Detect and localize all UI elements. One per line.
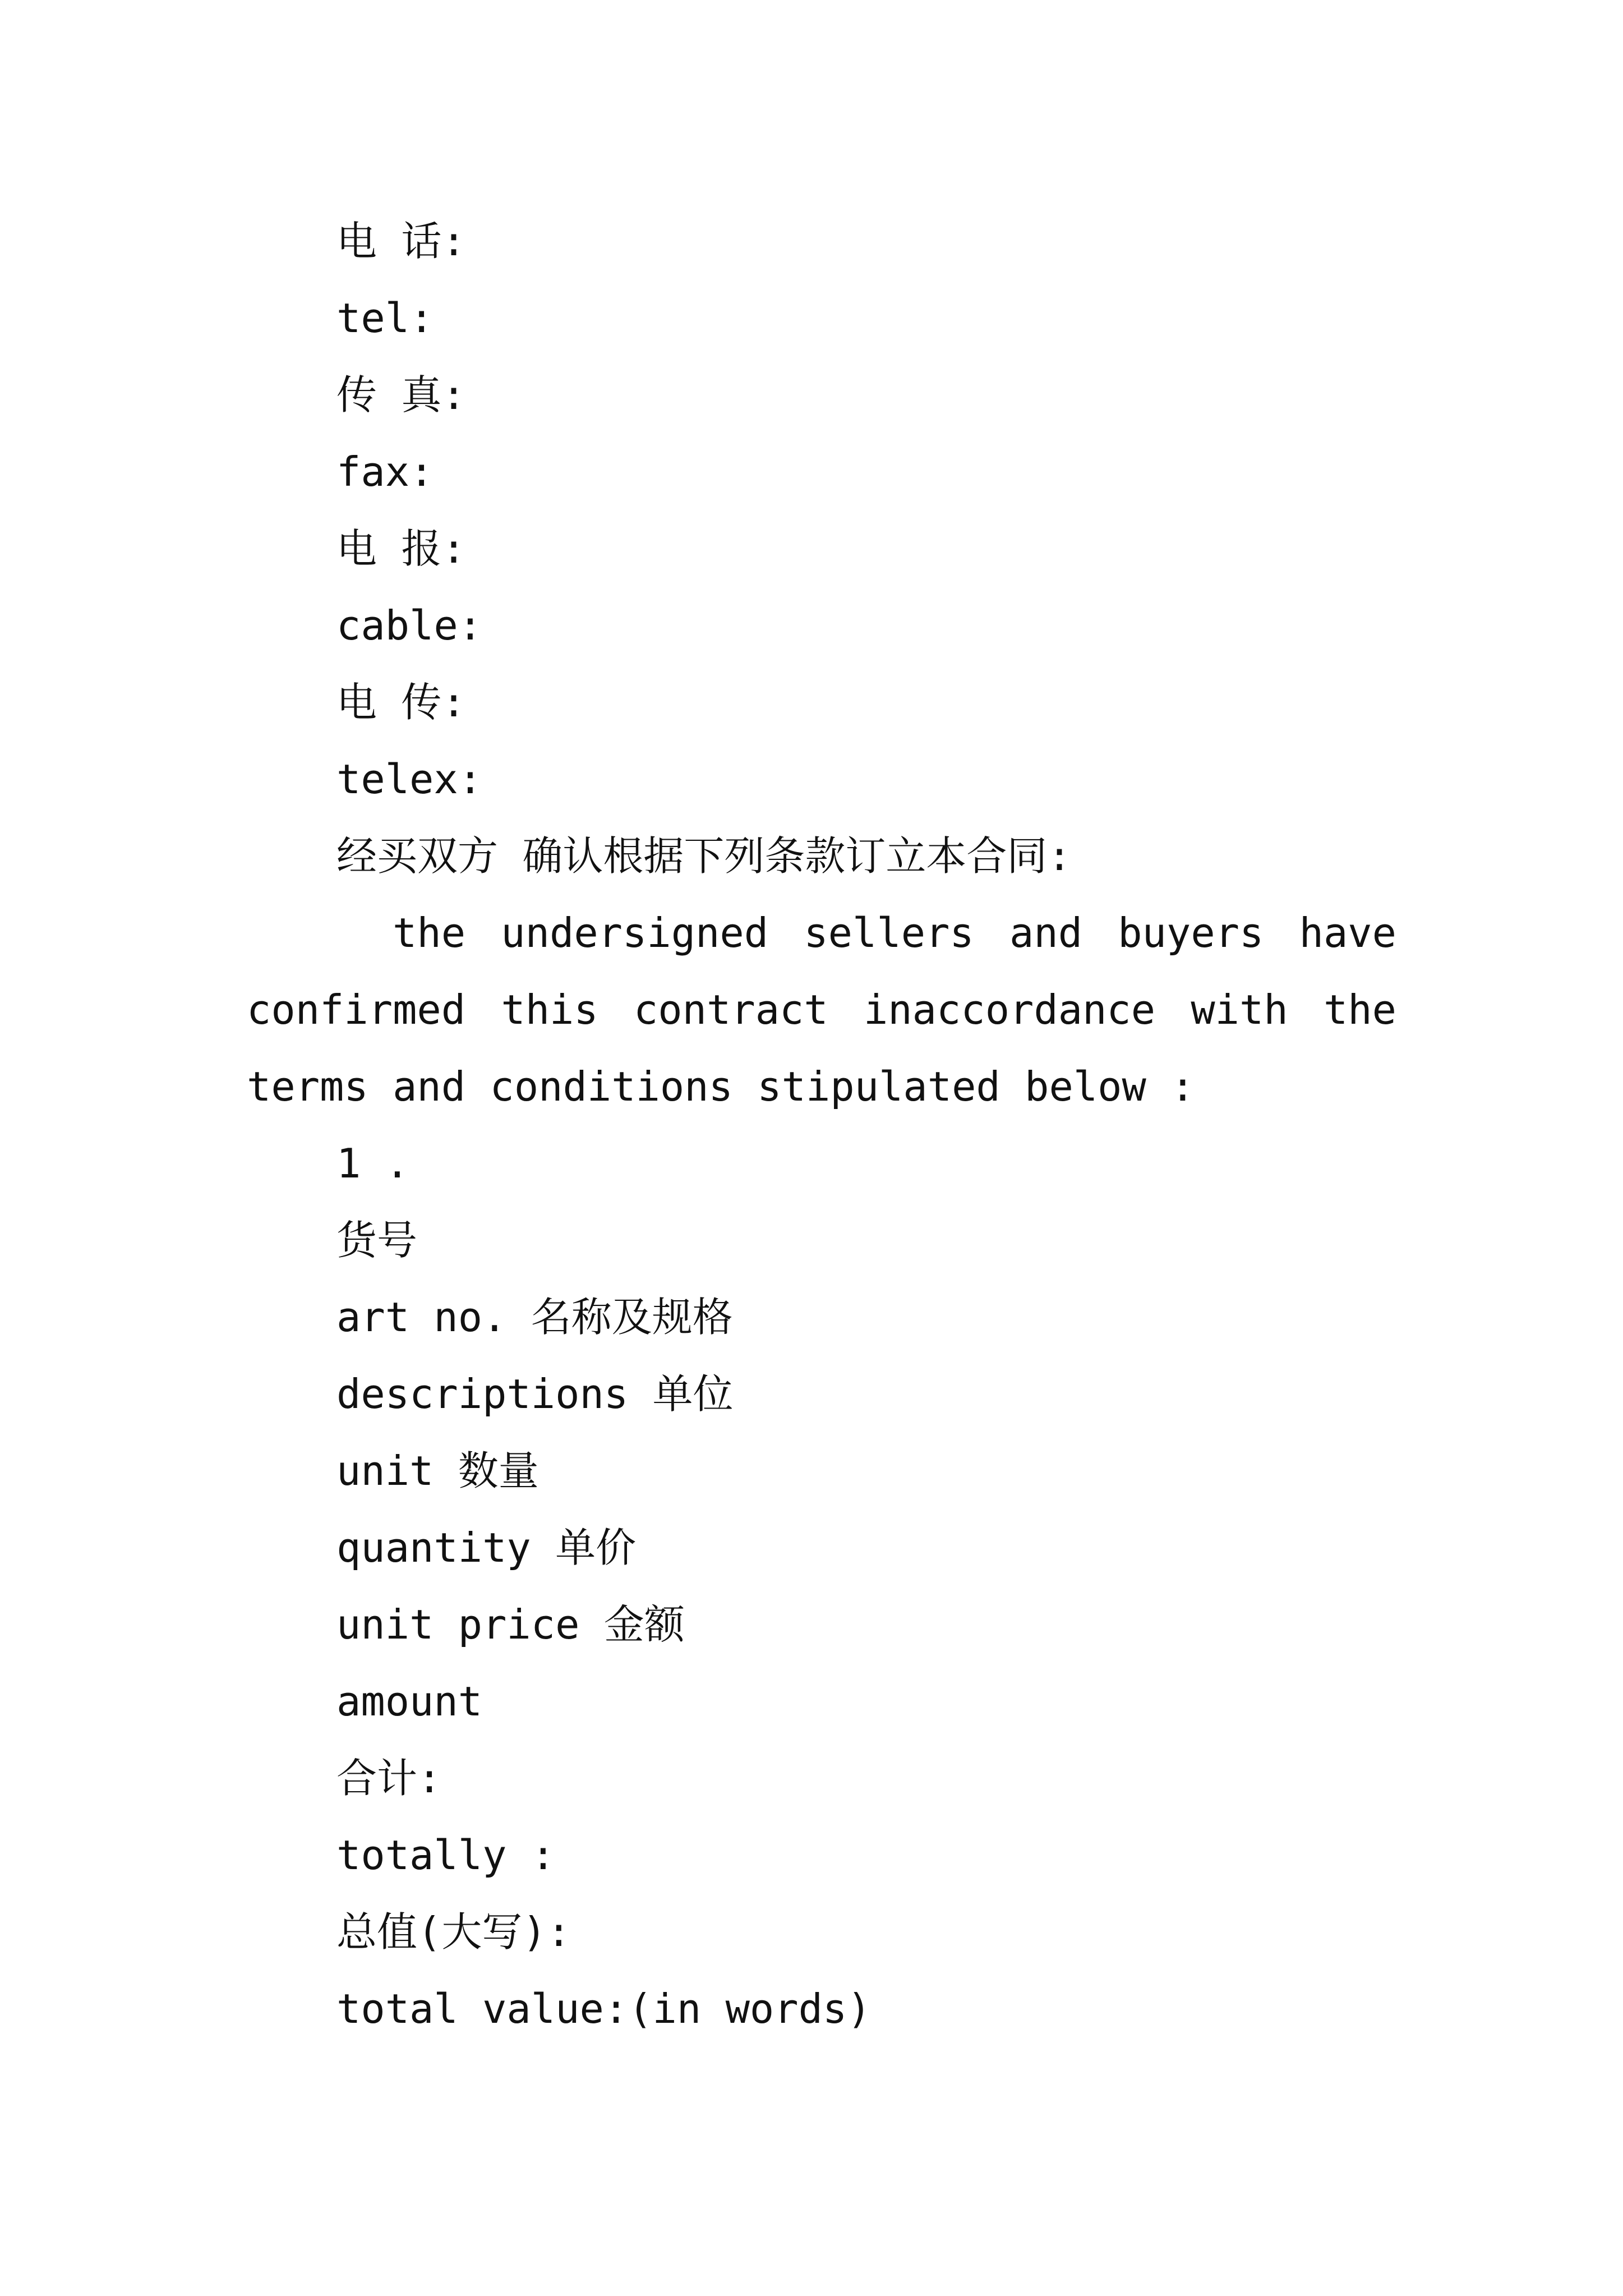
total-label-cn: 合计: (336, 1755, 442, 1802)
amount-label: amount (336, 1678, 483, 1725)
unit-quantity-label: unit 数量 (336, 1447, 539, 1494)
quantity-unit-price-label: quantity 单价 (336, 1524, 637, 1571)
total-value-label-en: total value:(in words) (336, 1985, 872, 2032)
agreement-statement-en: the undersigned sellers and buyers have confirmed this contract inaccordance with the terms and conditions stipulated below : (247, 909, 1396, 1110)
cable-label-cn: 电 报: (336, 525, 466, 572)
clause-number: 1 . (336, 1140, 410, 1187)
fax-label-cn: 传 真: (336, 371, 466, 418)
telex-label-en: telex: (336, 756, 483, 803)
art-no-label-cn: 货号 (336, 1217, 418, 1264)
descriptions-unit-label: descriptions 单位 (336, 1370, 734, 1418)
telex-label-cn: 电 传: (336, 679, 466, 726)
total-label-en: totally : (336, 1832, 556, 1879)
phone-label-cn: 电 话: (336, 218, 466, 265)
unit-price-amount-label: unit price 金额 (336, 1601, 685, 1648)
fax-label-en: fax: (336, 448, 434, 495)
phone-label-en: tel: (336, 295, 434, 342)
art-no-description-label: art no. 名称及规格 (336, 1294, 733, 1341)
contract-text (247, 203, 1396, 2047)
total-value-label-cn: 总值(大写): (336, 1908, 571, 1955)
agreement-statement-cn: 经买双方 确认根据下列条款订立本合同: (336, 832, 1072, 880)
cable-label-en: cable: (336, 602, 483, 649)
